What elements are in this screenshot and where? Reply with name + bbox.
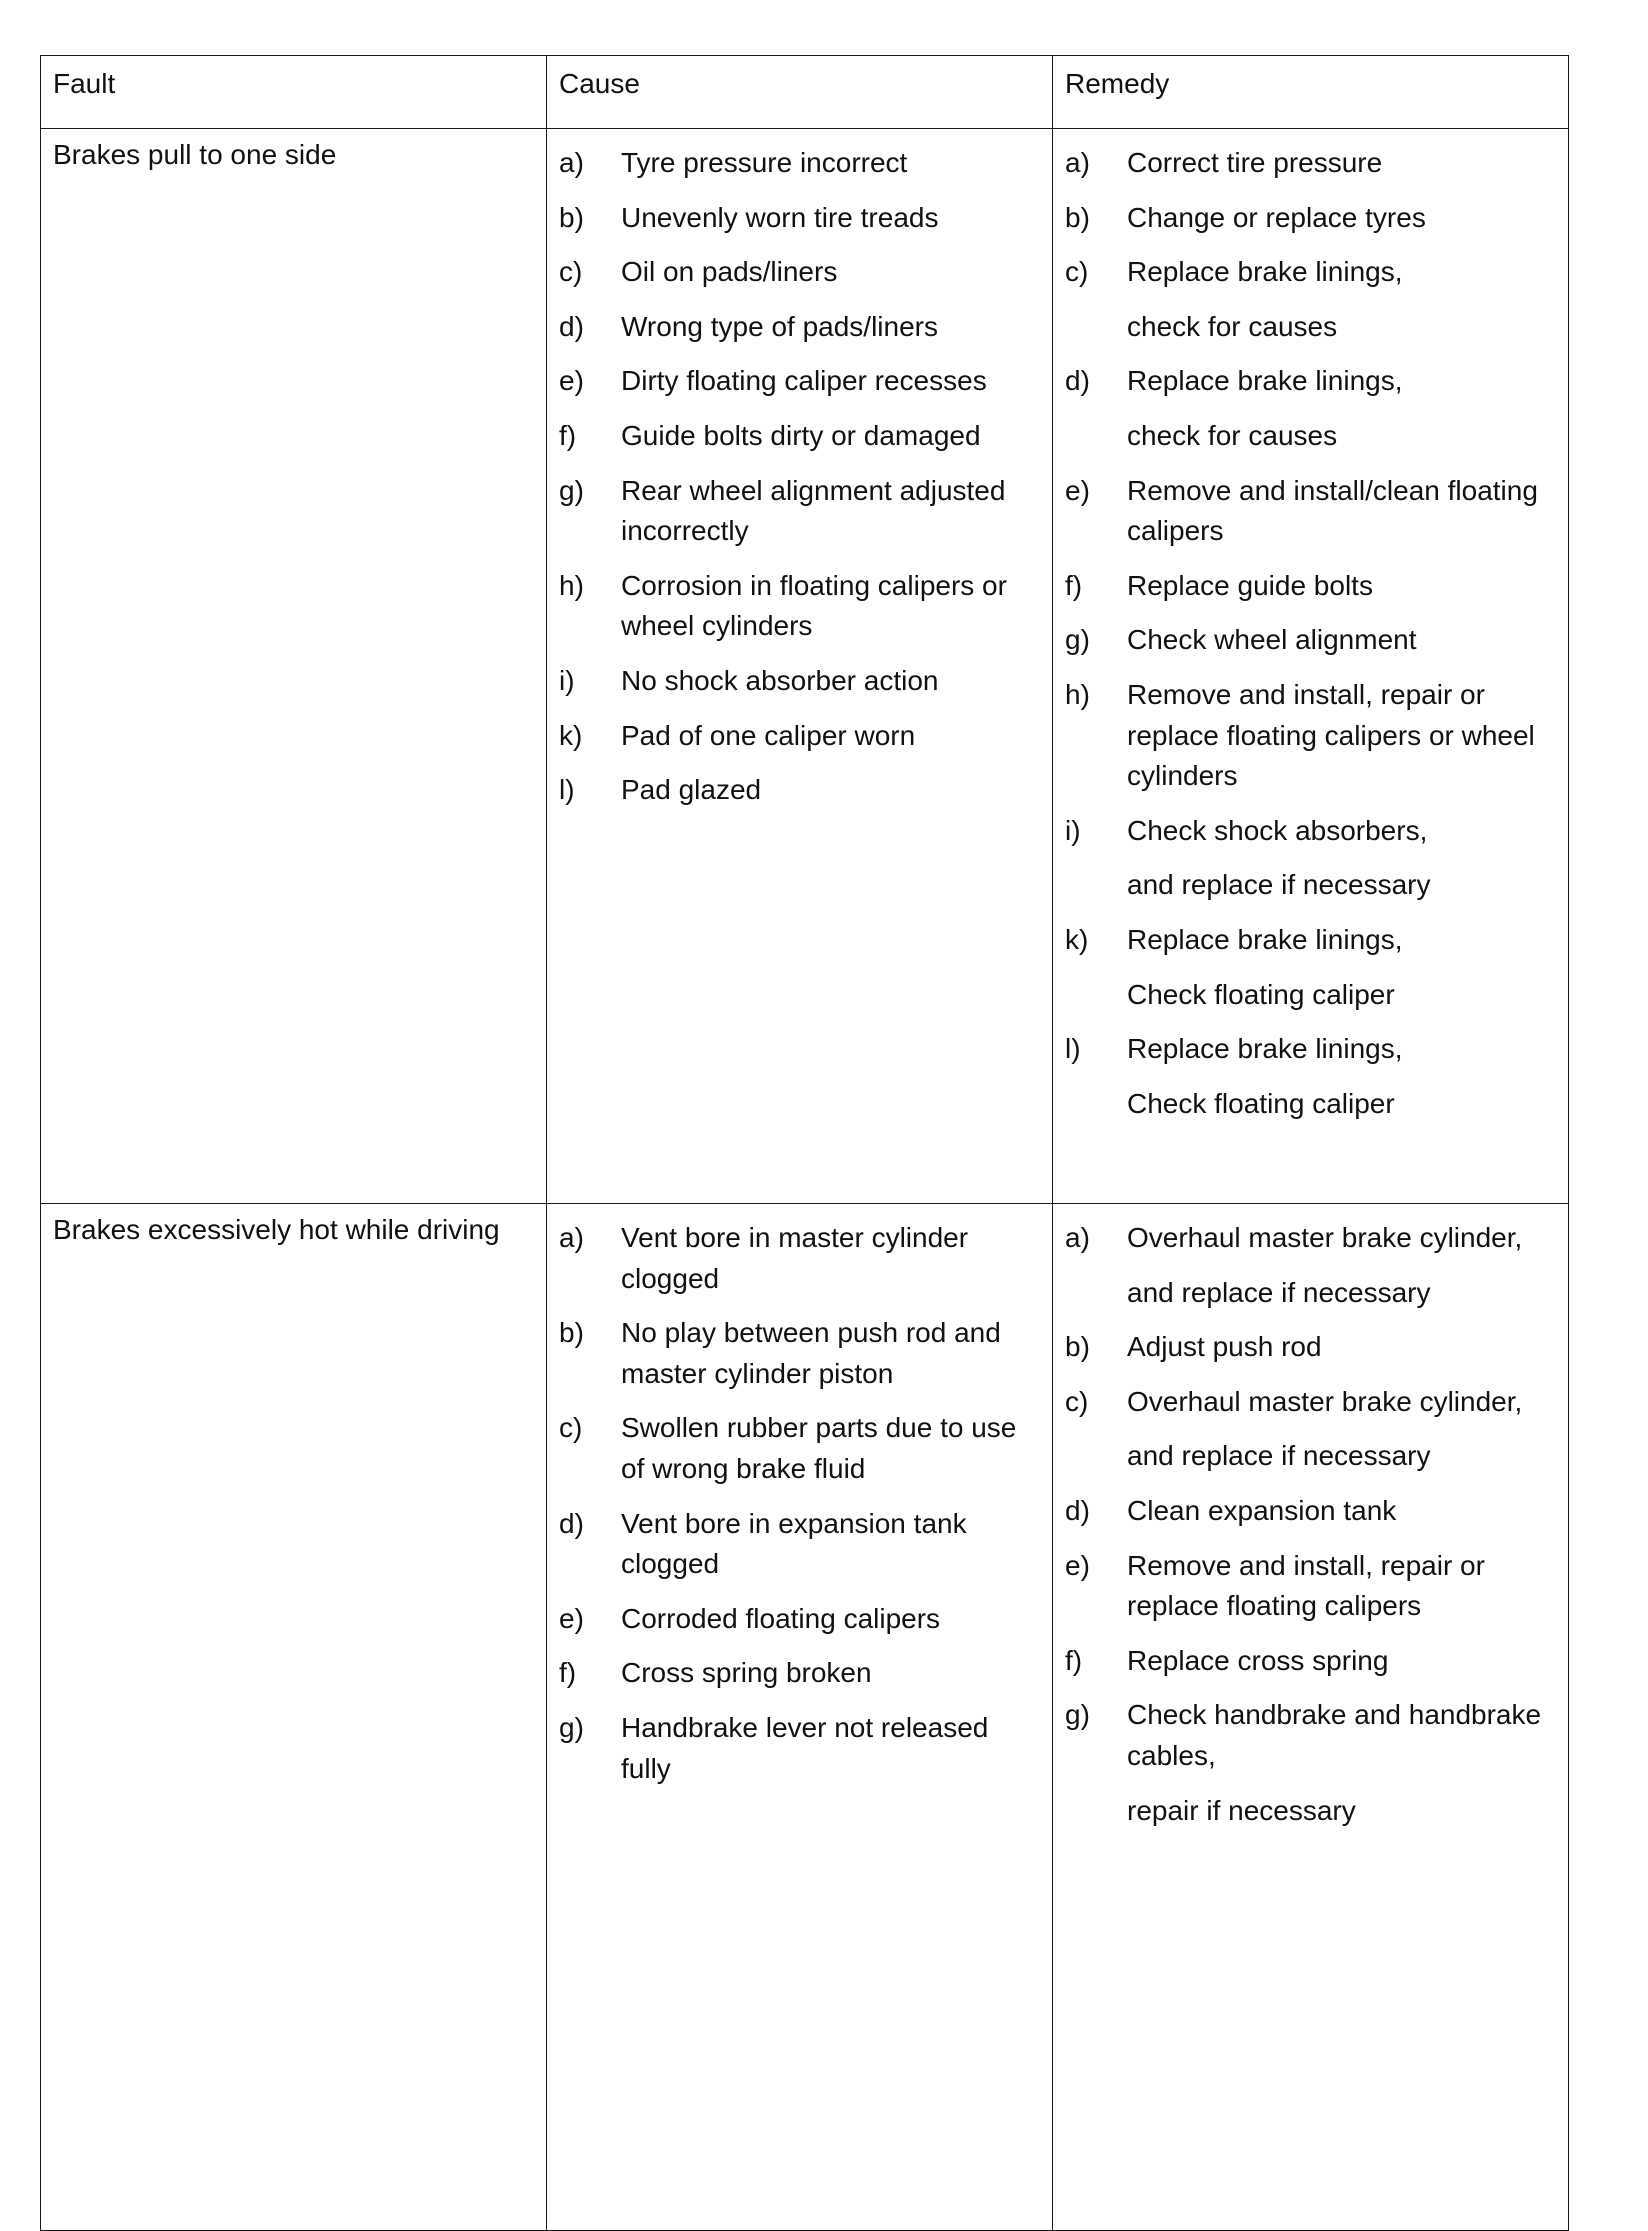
item-text: Adjust push rod	[1127, 1331, 1322, 1363]
list-item	[1065, 865, 1558, 906]
list-item	[559, 1653, 1042, 1694]
list-item	[559, 361, 1042, 402]
list-item	[559, 770, 1042, 811]
list-item	[559, 1708, 1042, 1789]
item-text: Guide bolts dirty or damaged	[621, 419, 981, 451]
list-item	[1065, 566, 1558, 607]
list-item	[1065, 361, 1558, 402]
item-text: Replace cross spring	[1127, 1644, 1389, 1676]
item-text: check for causes	[1127, 419, 1338, 451]
item-letter	[1065, 307, 1127, 348]
item-text: Replace brake linings,	[1127, 923, 1403, 955]
item-text: Replace guide bolts	[1127, 569, 1373, 601]
item-letter: c)	[1065, 256, 1089, 288]
list-item	[559, 1504, 1042, 1585]
list-item	[1065, 1436, 1558, 1477]
item-text: Swollen rubber parts due to use of wrong brake fluid	[621, 1412, 1017, 1484]
list-item	[559, 416, 1042, 457]
item-text: Replace brake linings,	[1127, 365, 1403, 397]
list-item	[559, 1313, 1042, 1394]
item-text: and replace if necessary	[1127, 1276, 1431, 1308]
table-row	[41, 129, 1569, 1204]
list-item	[1065, 198, 1558, 239]
item-letter: d)	[1065, 1494, 1090, 1526]
table-row	[41, 1204, 1569, 2231]
list-item	[559, 198, 1042, 239]
list-item	[1065, 143, 1558, 184]
list-item	[559, 716, 1042, 757]
item-text: Oil on pads/liners	[621, 256, 838, 288]
item-letter: c)	[1065, 1385, 1089, 1417]
list-item	[1065, 1641, 1558, 1682]
item-letter: l)	[1065, 1033, 1081, 1065]
item-text: Vent bore in master cylinder clogged	[621, 1222, 969, 1294]
fault-table	[40, 55, 1569, 2231]
item-letter: l)	[559, 774, 575, 806]
item-text: Unevenly worn tire treads	[621, 201, 939, 233]
list-item	[1065, 471, 1558, 552]
header-fault: Fault	[41, 56, 547, 129]
item-text: Check handbrake and handbrake cables,	[1127, 1699, 1542, 1771]
item-letter	[1065, 1084, 1127, 1125]
item-text: Dirty floating caliper recesses	[621, 365, 987, 397]
item-letter	[1065, 1436, 1127, 1477]
list-item	[559, 1599, 1042, 1640]
item-letter: b)	[559, 1317, 584, 1349]
item-letter: c)	[559, 256, 583, 288]
list-item	[1065, 252, 1558, 293]
item-text: Remove and install/clean floating calipers	[1127, 474, 1538, 547]
item-text: Cross spring broken	[621, 1657, 872, 1689]
item-text: Correct tire pressure	[1127, 147, 1383, 178]
list-item	[1065, 1218, 1558, 1259]
cause-list	[547, 1204, 1053, 2231]
item-letter	[1065, 975, 1127, 1016]
list-item	[1065, 416, 1558, 457]
item-letter: h)	[559, 569, 584, 601]
header-cause: Cause	[547, 56, 1053, 129]
list-item	[1065, 1029, 1558, 1070]
item-letter: g)	[1065, 1699, 1090, 1731]
item-text: Rear wheel alignment adjusted incorrectly	[621, 474, 1006, 547]
table-header-row	[41, 56, 1569, 129]
item-letter: a)	[1065, 147, 1090, 178]
item-letter: c)	[559, 1412, 583, 1444]
item-text: Vent bore in expansion tank clogged	[621, 1507, 967, 1580]
item-text: Remove and install, repair or replace floating calipers or wheel cylinders	[1127, 678, 1535, 792]
item-letter: h)	[1065, 678, 1090, 710]
item-letter: e)	[1065, 1549, 1090, 1581]
item-text: and replace if necessary	[1127, 1440, 1431, 1472]
list-item	[559, 471, 1042, 552]
item-letter: f)	[1065, 1644, 1083, 1676]
item-letter: f)	[559, 1657, 577, 1689]
remedy-list	[1053, 129, 1569, 1204]
item-letter: e)	[1065, 474, 1090, 506]
item-text: Handbrake lever not released fully	[621, 1711, 989, 1784]
list-item	[1065, 1327, 1558, 1368]
item-text: No shock absorber action	[621, 664, 939, 696]
list-item	[1065, 675, 1558, 797]
item-text: Check floating caliper	[1127, 978, 1395, 1010]
item-text: Change or replace tyres	[1127, 201, 1426, 233]
item-letter	[1065, 865, 1127, 906]
item-letter: k)	[559, 719, 583, 751]
item-letter: i)	[1065, 814, 1081, 846]
item-text: Pad of one caliper worn	[621, 719, 916, 751]
item-text: Replace brake linings,	[1127, 256, 1403, 288]
list-item	[559, 307, 1042, 348]
item-letter: d)	[1065, 365, 1090, 397]
item-letter: g)	[559, 474, 584, 506]
list-item	[559, 1218, 1042, 1299]
item-text: No play between push rod and master cylinder piston	[621, 1317, 1001, 1389]
item-text: Corroded floating calipers	[621, 1602, 941, 1634]
list-item	[1065, 1382, 1558, 1423]
item-text: Wrong type of pads/liners	[621, 310, 938, 342]
item-text: Overhaul master brake cylinder,	[1127, 1385, 1523, 1417]
item-letter: f)	[1065, 569, 1083, 601]
item-letter: k)	[1065, 923, 1089, 955]
item-letter: e)	[559, 1602, 584, 1634]
item-text: and replace if necessary	[1127, 869, 1431, 901]
item-text: Remove and install, repair or replace floating calipers	[1127, 1549, 1485, 1622]
item-text: Pad glazed	[621, 774, 762, 806]
list-item	[1065, 1273, 1558, 1314]
list-item	[1065, 1791, 1558, 1832]
item-text: Tyre pressure incorrect	[621, 147, 908, 178]
list-item	[559, 252, 1042, 293]
list-item	[559, 143, 1042, 184]
cause-list	[547, 129, 1053, 1204]
list-item	[559, 566, 1042, 647]
item-text: Clean expansion tank	[1127, 1494, 1397, 1526]
item-letter: d)	[559, 310, 584, 342]
item-text: Check wheel alignment	[1127, 624, 1417, 656]
item-letter: b)	[1065, 1331, 1090, 1363]
fault-cell: Brakes excessively hot while driving	[41, 1204, 547, 2231]
list-item	[1065, 307, 1558, 348]
item-letter: b)	[559, 201, 584, 233]
list-item	[1065, 975, 1558, 1016]
item-letter	[1065, 416, 1127, 457]
item-text: Check shock absorbers,	[1127, 814, 1428, 846]
item-text: Check floating caliper	[1127, 1087, 1395, 1119]
list-item	[1065, 1546, 1558, 1627]
item-text: Overhaul master brake cylinder,	[1127, 1222, 1523, 1253]
item-letter	[1065, 1791, 1127, 1832]
list-item	[1065, 1084, 1558, 1125]
item-text: repair if necessary	[1127, 1794, 1356, 1826]
list-item	[1065, 1491, 1558, 1532]
list-item	[559, 661, 1042, 702]
item-letter: f)	[559, 419, 577, 451]
fault-cell: Brakes pull to one side	[41, 129, 547, 1204]
remedy-list	[1053, 1204, 1569, 2231]
item-text: Replace brake linings,	[1127, 1033, 1403, 1065]
list-item	[1065, 620, 1558, 661]
list-item	[1065, 1695, 1558, 1776]
item-letter: i)	[559, 664, 575, 696]
list-item	[1065, 920, 1558, 961]
item-letter: d)	[559, 1507, 584, 1539]
item-letter: a)	[559, 147, 584, 178]
item-text: Corrosion in floating calipers or wheel cylinders	[621, 569, 1007, 642]
item-letter: a)	[1065, 1222, 1090, 1253]
list-item	[559, 1408, 1042, 1489]
item-letter: g)	[559, 1711, 584, 1743]
header-remedy: Remedy	[1053, 56, 1569, 129]
item-letter: a)	[559, 1222, 584, 1253]
item-letter	[1065, 1273, 1127, 1314]
item-letter: b)	[1065, 201, 1090, 233]
item-letter: e)	[559, 365, 584, 397]
item-letter: g)	[1065, 624, 1090, 656]
item-text: check for causes	[1127, 310, 1338, 342]
list-item	[1065, 811, 1558, 852]
